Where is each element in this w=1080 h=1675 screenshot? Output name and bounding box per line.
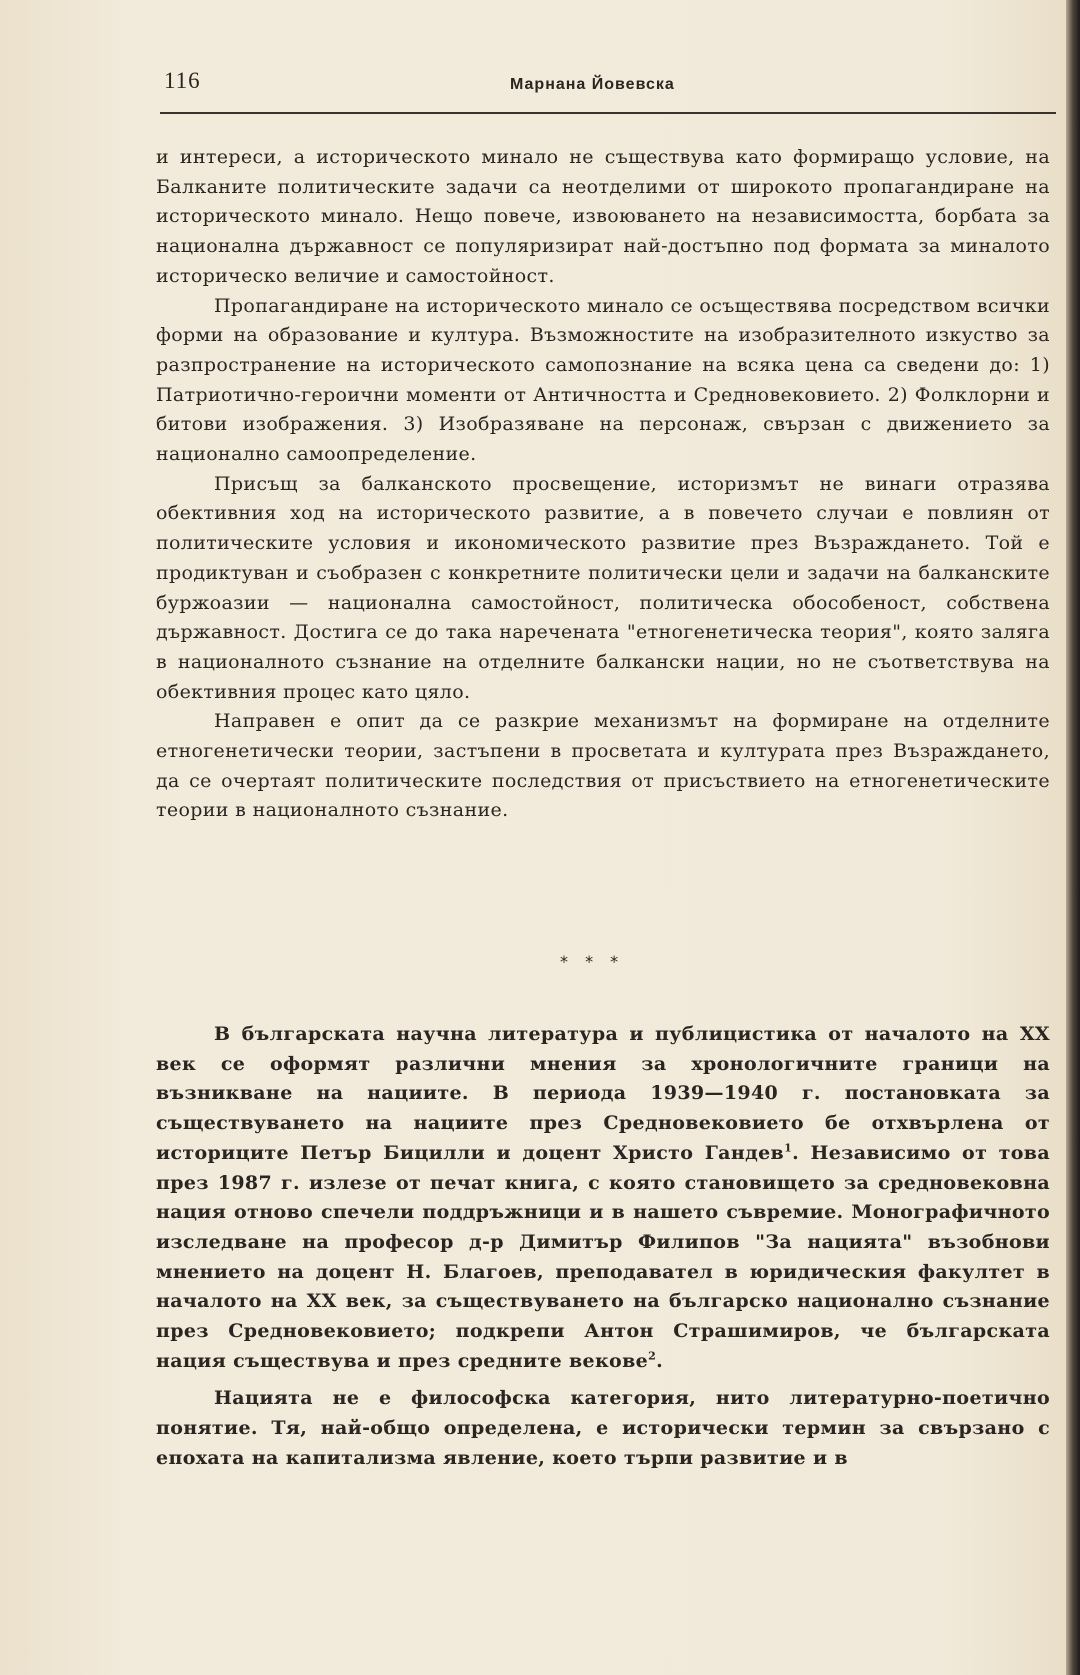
body-text-section-1	[156, 143, 1050, 826]
body-text-section-2	[156, 1020, 1050, 1474]
paragraph-5-text-c: .	[656, 1349, 664, 1372]
paragraph-5	[156, 1020, 1050, 1376]
book-spine-shadow	[1066, 0, 1080, 1675]
page-number: 116	[164, 68, 201, 93]
page-header	[160, 68, 1056, 114]
section-divider: * * *	[560, 952, 625, 971]
footnote-ref-1: 1	[784, 1141, 793, 1155]
paragraph-3: Присъщ за балканското просвещение, историзмът не винаги отразява обективния ход на историческото развитие, а в повечето случаи е повлиян от политическите условия и икономическото развитие през Възраждането. Той е продиктуван и съобразен с конкретните политически цели и задачи на балканските буржоазии — национална самостойност, политическа обособеност, собствена държавност. Достига се до така наречената "етногенетическа теория", която залягa в националното съзнание на отделните балкански нации, но не съответствува на обективния процес като цяло.	[156, 472, 1050, 703]
paragraph-4: Направен е опит да се разкрие механизмът на формиране на отделните етногенетически теории, застъпени в просветата и културата през Възраждането, да се очертаят политическите последствия от присъствието на етногенетическите теории в националното съзнание.	[156, 710, 1050, 822]
paragraph-5-text-b: . Независимо от това през 1987 г. излезе от печат книга, с която становището за средновековна нация отново спечели поддръжници и в нашето съвремие. Монографичното изследване на професор д-р Димитър Филипов "За нацията" възобнови мнението на доцент Н. Благоев, преподавател в юридическия факултет в началото на XX век, за съществуването на българско национално съзнание през Средновековието; подкрепи Антон Страшимиров, че българската нация съществува и през средните векове	[156, 1141, 1050, 1372]
paragraph-2: Пропагандиране на историческото минало се осъществява посредством всички форми на образование и култура. Възможностите на изобразителното изкуство за разпространение на историческото самопознание на всяка цена са сведени до: 1) Патриотично-героични моменти от Античността и Средновековието. 2) Фолклорни и битови изображения. 3) Изобразяване на персонаж, свързан с движението за национално самоопределение.	[156, 294, 1050, 466]
running-head: Марнана Йовевска	[510, 76, 675, 93]
paragraph-6: Нацията не е философска категория, нито литературно-поетично понятие. Тя, най-общо определена, е исторически термин за свързано с епохата на капитализма явление, което търпи развитие и в	[156, 1387, 1050, 1469]
paragraph-5-text-a: В българската научна литература и публицистика от началото на XX век се оформят различни мнения за хронологичните граници на възникване на нациите. В периода 1939—1940 г. постановката за съществуването на нациите през Средновековието бе отхвърлена от историците Петър Бицилли и доцент Христо Гандев	[156, 1023, 1050, 1164]
footnote-ref-2: 2	[648, 1349, 657, 1363]
paragraph-1: и интереси, а историческото минало не съществува като формиращо условие, на Балканите политическите задачи са неотделими от широкото пропагандиране на историческото минало. Нещо повече, извоюването на независимостта, борбата за национална държавност се популяризират най-достъпно под формата за миналото историческо величие и самостойност.	[156, 146, 1050, 287]
